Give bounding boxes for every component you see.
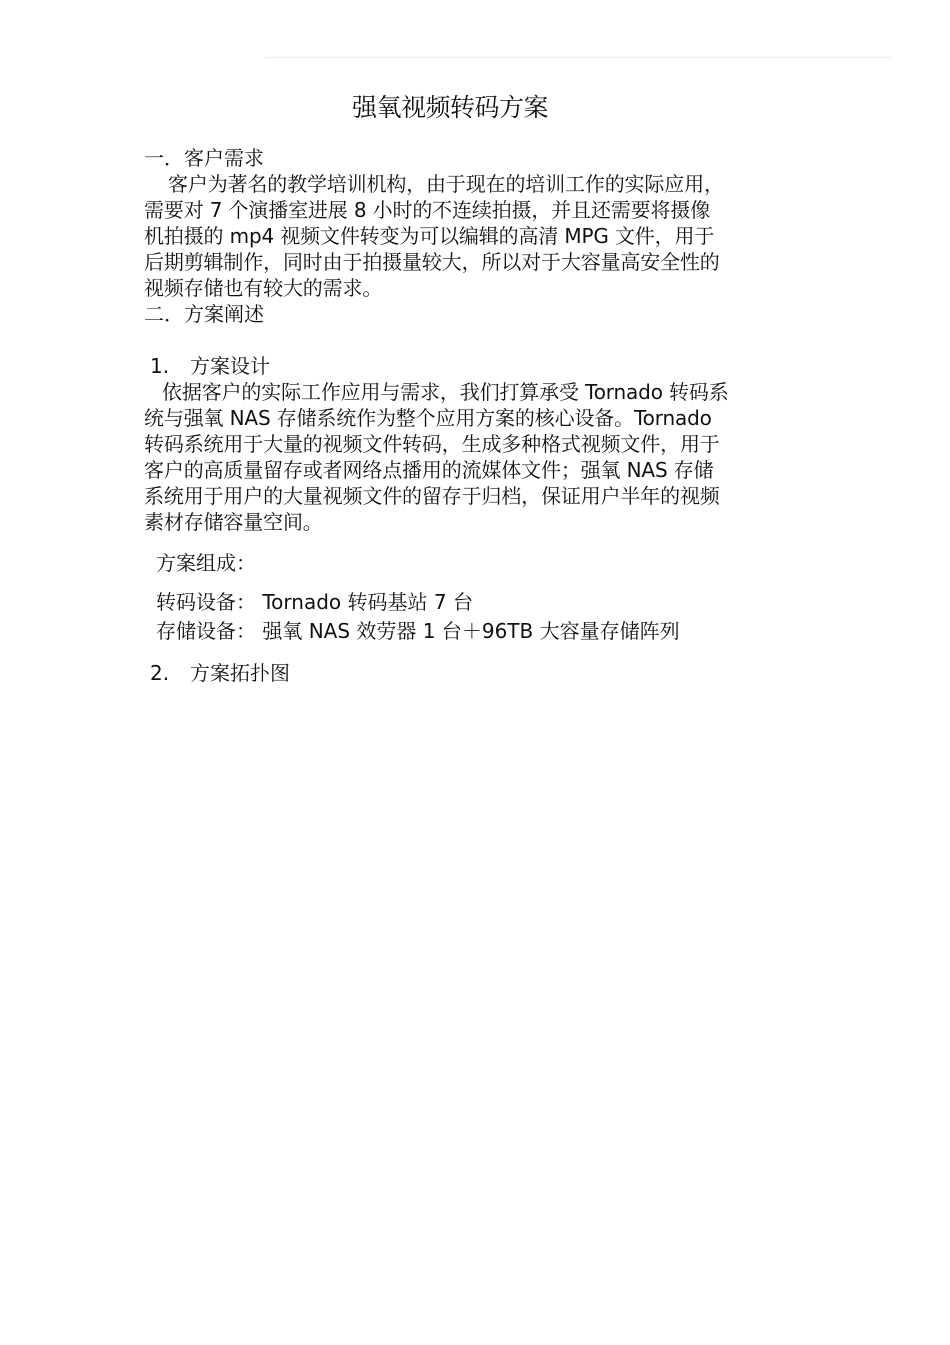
paragraph-line: 机拍摄的 mp4 视频文件转变为可以编辑的高清 MPG 文件，用于 bbox=[144, 224, 715, 248]
paragraph-line: 素材存储容量空间。 bbox=[144, 510, 323, 534]
composition-item: 转码设备： Tornado 转码基站 7 台 bbox=[156, 590, 473, 614]
paragraph-line: 需要对 7 个演播室进展 8 小时的不连续拍摄，并且还需要将摄像 bbox=[144, 198, 711, 222]
customer-needs-paragraph bbox=[144, 171, 810, 301]
paragraph-line: 视频存储也有较大的需求。 bbox=[144, 276, 383, 300]
solution-composition bbox=[144, 549, 810, 646]
subsection-title: 方案拓扑图 bbox=[190, 661, 290, 685]
paragraph-line: 统与强氧 NAS 存储系统作为整个应用方案的核心设备。Tornado bbox=[144, 406, 712, 430]
subsection-title: 方案设计 bbox=[190, 354, 270, 378]
subsection-heading-topology bbox=[144, 660, 810, 686]
section-heading-customer-needs: 一．客户需求 bbox=[144, 146, 264, 170]
paragraph-line: 客户为著名的教学培训机构，由于现在的培训工作的实际应用， bbox=[168, 172, 724, 196]
subsection-number: 2. bbox=[150, 661, 170, 685]
paragraph-line: 后期剪辑制作，同时由于拍摄量较大，所以对于大容量高安全性的 bbox=[144, 250, 720, 274]
paragraph-line: 依据客户的实际工作应用与需求，我们打算承受 Tornado 转码系 bbox=[162, 380, 729, 404]
subsection-number: 1. bbox=[150, 354, 170, 378]
section-heading-solution-description: 二．方案阐述 bbox=[144, 302, 264, 326]
document-body bbox=[144, 145, 810, 686]
composition-item: 存储设备： 强氧 NAS 效劳器 1 台＋96TB 大容量存储阵列 bbox=[156, 619, 680, 643]
subsection-heading-solution-design bbox=[144, 353, 810, 379]
composition-label: 方案组成： bbox=[156, 551, 256, 575]
paragraph-line: 客户的高质量留存或者网络点播用的流媒体文件；强氧 NAS 存储 bbox=[144, 458, 714, 482]
document-title: 强氧视频转码方案 bbox=[351, 93, 548, 122]
paragraph-line: 转码系统用于大量的视频文件转码，生成多种格式视频文件，用于 bbox=[144, 432, 720, 456]
paragraph-line: 系统用于用户的大量视频文件的留存于归档，保证用户半年的视频 bbox=[144, 484, 720, 508]
header-rule bbox=[265, 57, 892, 58]
solution-design-paragraph bbox=[144, 379, 810, 535]
